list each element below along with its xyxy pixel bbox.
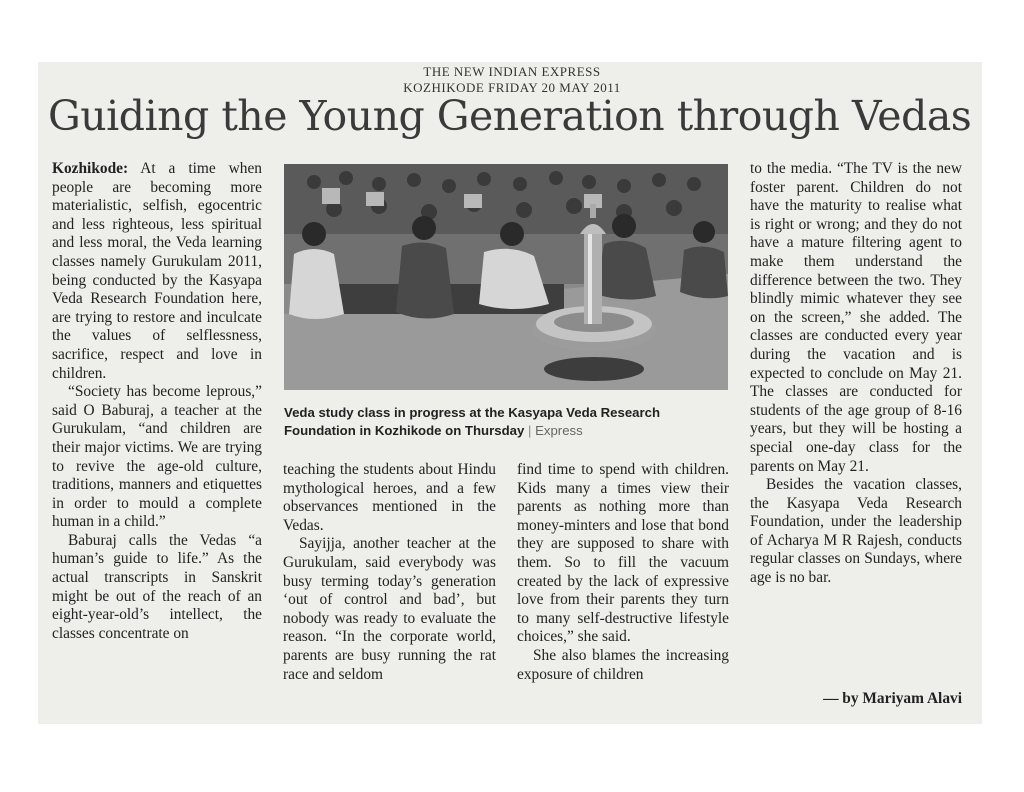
article-column-1 xyxy=(52,160,262,643)
article-paragraph: Baburaj calls the Vedas “a human’s guide to life.” As the actual transcripts in Sanskrit might be out of the reach of an eight-year-old’s intellect, the classes concentrate on xyxy=(52,531,262,642)
caption-separator: | xyxy=(527,423,532,438)
article-paragraph: She also blames the increasing exposure of children xyxy=(517,646,729,683)
article-paragraph: Kozhikode: At a time when people are becoming more materialistic, selfish, egocentric and less righteous, less spiritual and less moral, the Veda learning classes namely Gurukulam 2011, being conducted by the Kasyapa Veda Research Foundation here, are trying to restore and inculcate the values of selflessness, sacrifice, respect and love in children. xyxy=(52,160,262,382)
photo-caption-text: Veda study class in progress at the Kasyapa Veda Research Foundation in Kozhikode on Thursday xyxy=(284,405,661,438)
article-column-2 xyxy=(283,461,496,684)
article-dateline: Kozhikode: xyxy=(52,160,129,177)
photo-caption xyxy=(284,404,728,440)
article-column-4 xyxy=(750,160,962,588)
newspaper-name: THE NEW INDIAN EXPRESS xyxy=(423,64,601,79)
article-paragraph: “Society has become leprous,” said O Baburaj, a teacher at the Gurukulam, “and children are their major victims. We are trying to revive the age-old culture, traditions, manners and etiquettes in order to mould a complete human in a child.” xyxy=(52,383,262,531)
class-photo-image xyxy=(284,164,728,390)
article-headline: Guiding the Young Generation through Vedas xyxy=(48,92,972,140)
article-column-3 xyxy=(517,461,729,684)
photo-credit: Express xyxy=(535,423,583,438)
author-byline: — by Mariyam Alavi xyxy=(823,690,962,707)
article-paragraph: teaching the students about Hindu mythological heroes, and a few observances mentioned in the Vedas. xyxy=(283,461,496,534)
edition-dateline: KOZHIKODE FRIDAY 20 MAY 2011 xyxy=(403,80,621,95)
class-photo xyxy=(284,164,728,390)
article-paragraph: find time to spend with children. Kids many a times view their parents as nothing more than money-minters and lose that bond they are supposed to share with them. So to fill the vacuum created by the lack of expressive love from their parents they turn to many self-destructive lifestyle choices,” she said. xyxy=(517,461,729,646)
article-paragraph: to the media. “The TV is the new foster parent. Children do not have the maturity to realise what is right or wrong; and they do not have a mature filtering agent to make them understand the difference between the two. They blindly mimic whatever they see on the screen,” she added. The classes are conducted every year during the vacation and is expected to conclude on May 21. The classes are conducted for students of the age group of 8-16 years, but they will be hosting a special one-day class for the parents on May 21. xyxy=(750,160,962,475)
article-paragraph: Besides the vacation classes, the Kasyapa Veda Research Foundation, under the leadership of Acharya M R Rajesh, conducts regular classes on Sundays, where age is no bar. xyxy=(750,476,962,587)
article-paragraph: Sayijja, another teacher at the Gurukulam, said everybody was busy terming today’s generation ‘out of control and bad’, but nobody was ready to evaluate the reason. “In the corporate world, parents are busy running the rat race and seldom xyxy=(283,535,496,683)
